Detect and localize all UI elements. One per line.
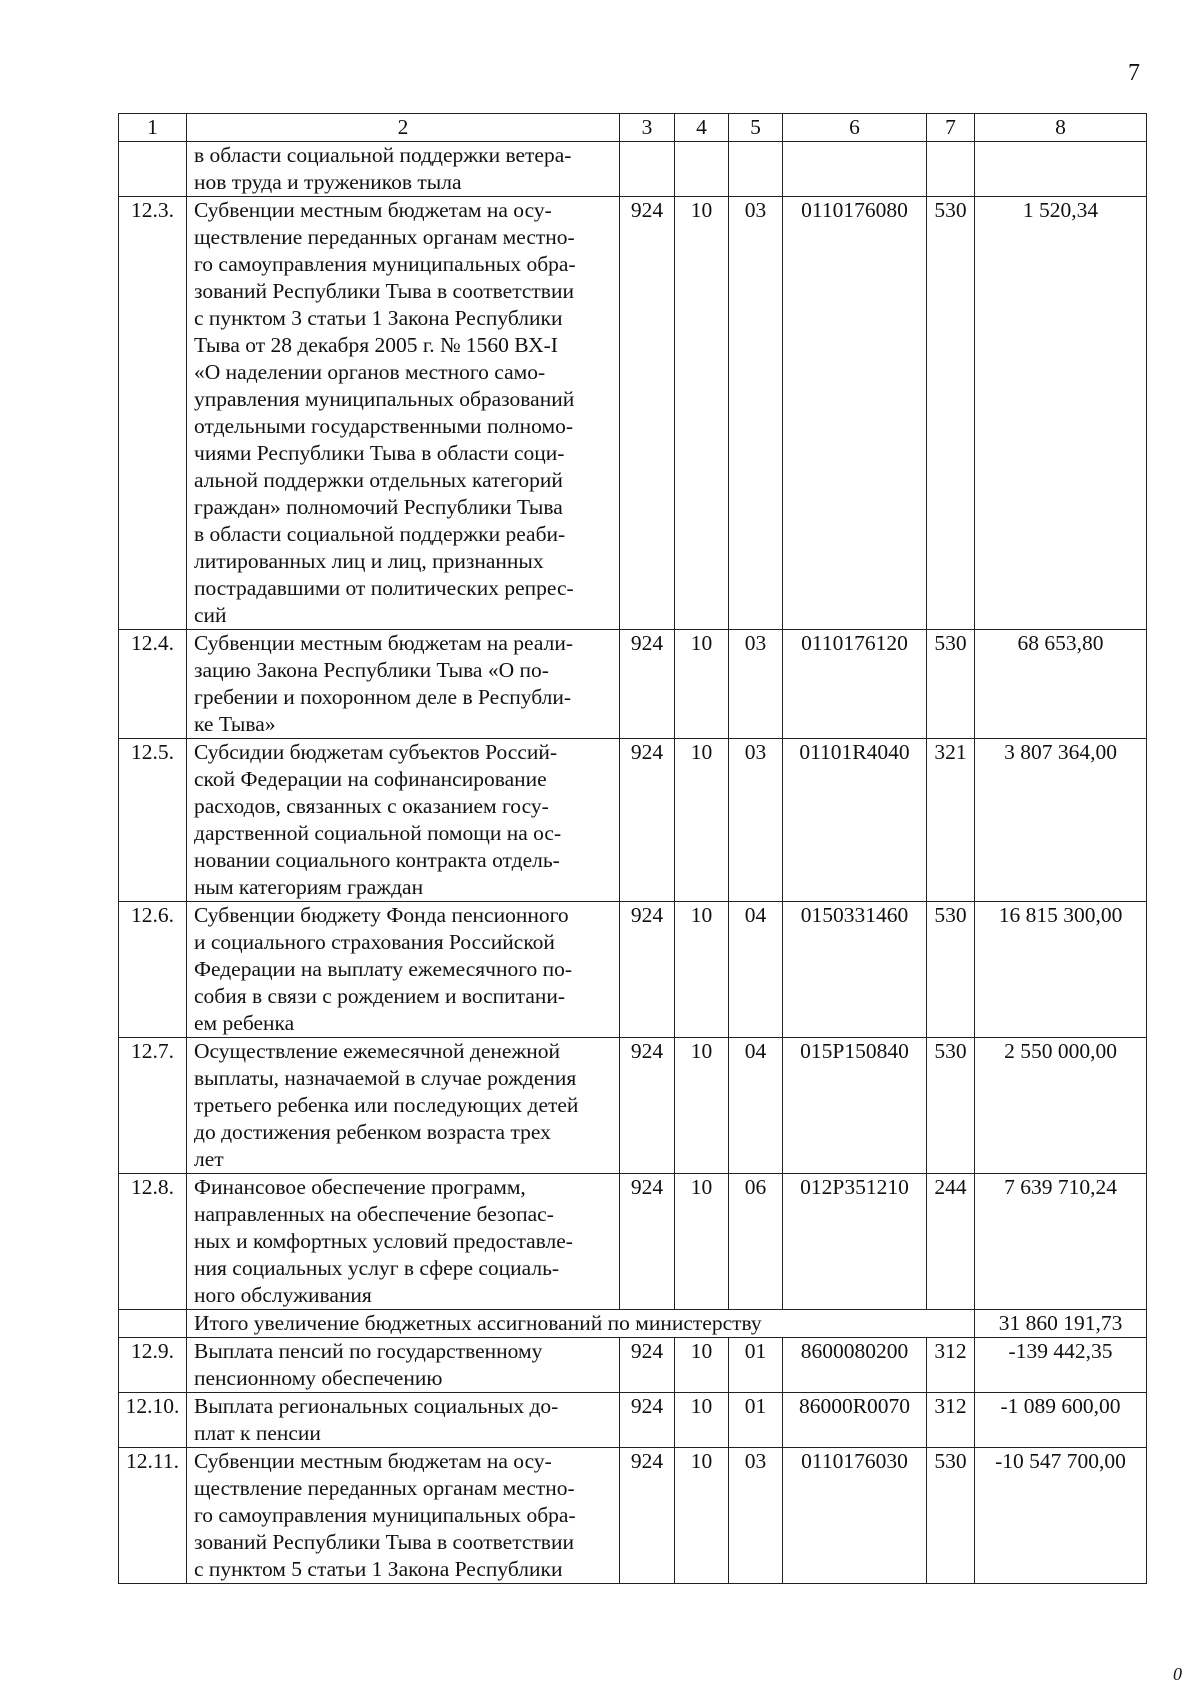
row-description [187, 142, 620, 197]
description-line: го самоуправления муниципальных обра- [194, 1503, 576, 1527]
row-description [187, 630, 620, 739]
column-header: 5 [729, 114, 783, 142]
expense-type-cell [927, 142, 975, 197]
description-line: до достижения ребенком возраста трех [194, 1120, 551, 1144]
description-line: с пунктом 3 статьи 1 Закона Республики [194, 306, 563, 330]
row-number-cell: 12.7. [119, 1038, 187, 1174]
description-line: ем ребенка [194, 1011, 295, 1035]
subsection-code-cell: 01 [729, 1393, 783, 1448]
description-line: Субвенции бюджету Фонда пенсионного [194, 903, 569, 927]
row-number-cell: 12.11. [119, 1448, 187, 1584]
description-line: сий [194, 603, 227, 627]
subsection-code-cell: 03 [729, 197, 783, 630]
section-code-cell: 10 [675, 1393, 729, 1448]
description-line: альной поддержки отдельных категорий [194, 468, 563, 492]
table-row [119, 902, 1147, 1038]
expense-type-cell: 530 [927, 1448, 975, 1584]
subsection-code-cell: 04 [729, 902, 783, 1038]
section-code-cell: 10 [675, 1038, 729, 1174]
description-line: дарственной социальной помощи на ос- [194, 821, 562, 845]
expense-type-cell: 530 [927, 1038, 975, 1174]
description-line: ным категориям граждан [194, 875, 424, 899]
subsection-code-cell: 03 [729, 739, 783, 902]
section-code-cell: 10 [675, 1338, 729, 1393]
column-header: 6 [783, 114, 927, 142]
amount-cell: 1 520,34 [975, 197, 1147, 630]
description-line: зований Республики Тыва в соответствии [194, 1530, 574, 1554]
description-line: Выплата пенсий по государственному [194, 1339, 543, 1363]
description-line: плат к пенсии [194, 1421, 321, 1445]
description-line: Выплата региональных социальных до- [194, 1394, 559, 1418]
description-line: гребении и похоронном деле в Республи- [194, 685, 572, 709]
description-line: ществление переданных органам местно- [194, 1476, 575, 1500]
description-line: чиями Республики Тыва в области соци- [194, 441, 565, 465]
subsection-code-cell: 03 [729, 1448, 783, 1584]
amount-cell: -139 442,35 [975, 1338, 1147, 1393]
ministry-code-cell: 924 [620, 1338, 675, 1393]
description-line: ке Тыва» [194, 712, 276, 736]
row-description [187, 1448, 620, 1584]
description-line: пострадавшими от политических репрес- [194, 576, 574, 600]
ministry-code-cell: 924 [620, 630, 675, 739]
row-description [187, 1038, 620, 1174]
description-line: Осуществление ежемесячной денежной [194, 1039, 561, 1063]
subsection-code-cell: 06 [729, 1174, 783, 1310]
row-description [187, 902, 620, 1038]
target-code-cell: 015P150840 [783, 1038, 927, 1174]
row-number-cell: 12.5. [119, 739, 187, 902]
corner-mark: 0 [1173, 1664, 1182, 1684]
row-number-cell [119, 142, 187, 197]
total-label: Итого увеличение бюджетных ассигнований по министерству [187, 1310, 975, 1338]
section-code-cell: 10 [675, 902, 729, 1038]
row-description [187, 197, 620, 630]
description-line: ществление переданных органам местно- [194, 225, 575, 249]
ministry-code-cell: 924 [620, 902, 675, 1038]
table-row [119, 197, 1147, 630]
column-header: 8 [975, 114, 1147, 142]
description-line: управления муниципальных образований [194, 387, 575, 411]
description-line: лет [194, 1147, 224, 1171]
description-line: нов труда и тружеников тыла [194, 170, 462, 194]
subsection-code-cell: 03 [729, 630, 783, 739]
target-code-cell: 01101R4040 [783, 739, 927, 902]
row-description [187, 739, 620, 902]
description-line: Субвенции местным бюджетам на реали- [194, 631, 573, 655]
target-code-cell: 0150331460 [783, 902, 927, 1038]
subsection-code-cell: 04 [729, 1038, 783, 1174]
row-number-cell: 12.9. [119, 1338, 187, 1393]
description-line: собия в связи с рождением и воспитани- [194, 984, 566, 1008]
description-line: ской Федерации на софинансирование [194, 767, 547, 791]
description-line: Финансовое обеспечение программ, [194, 1175, 526, 1199]
table-body [119, 114, 1147, 1584]
table-row [119, 1038, 1147, 1174]
amount-cell: -1 089 600,00 [975, 1393, 1147, 1448]
description-line: пенсионному обеспечению [194, 1366, 443, 1390]
table-row [119, 1448, 1147, 1584]
description-line: го самоуправления муниципальных обра- [194, 252, 576, 276]
description-line: и социального страхования Российской [194, 930, 555, 954]
column-header: 1 [119, 114, 187, 142]
subsection-code-cell [729, 142, 783, 197]
description-line: ного обслуживания [194, 1283, 372, 1307]
target-code-cell: 0110176030 [783, 1448, 927, 1584]
amount-cell: 7 639 710,24 [975, 1174, 1147, 1310]
target-code-cell: 86000R0070 [783, 1393, 927, 1448]
ministry-code-cell: 924 [620, 1393, 675, 1448]
row-description [187, 1174, 620, 1310]
total-row [119, 1310, 1147, 1338]
description-line: Субвенции местным бюджетам на осу- [194, 198, 552, 222]
ministry-code-cell: 924 [620, 197, 675, 630]
table-row [119, 142, 1147, 197]
column-header: 3 [620, 114, 675, 142]
ministry-code-cell: 924 [620, 739, 675, 902]
description-line: в области социальной поддержки ветера- [194, 143, 572, 167]
expense-type-cell: 321 [927, 739, 975, 902]
total-amount: 31 860 191,73 [975, 1310, 1147, 1338]
table-row [119, 739, 1147, 902]
target-code-cell: 8600080200 [783, 1338, 927, 1393]
description-line: Субвенции местным бюджетам на осу- [194, 1449, 552, 1473]
column-header: 2 [187, 114, 620, 142]
table-row [119, 1393, 1147, 1448]
row-description [187, 1393, 620, 1448]
ministry-code-cell: 924 [620, 1448, 675, 1584]
description-line: ных и комфортных условий предоставле- [194, 1229, 573, 1253]
ministry-code-cell: 924 [620, 1174, 675, 1310]
description-line: расходов, связанных с оказанием госу- [194, 794, 549, 818]
description-line: направленных на обеспечение безопас- [194, 1202, 554, 1226]
ministry-code-cell [620, 142, 675, 197]
expense-type-cell: 244 [927, 1174, 975, 1310]
description-line: с пунктом 5 статьи 1 Закона Республики [194, 1557, 563, 1581]
target-code-cell: 012P351210 [783, 1174, 927, 1310]
table-row [119, 630, 1147, 739]
row-number-cell: 12.10. [119, 1393, 187, 1448]
target-code-cell [783, 142, 927, 197]
section-code-cell: 10 [675, 197, 729, 630]
description-line: Субсидии бюджетам субъектов Россий- [194, 740, 558, 764]
section-code-cell [675, 142, 729, 197]
table-row [119, 1338, 1147, 1393]
description-line: в области социальной поддержки реаби- [194, 522, 566, 546]
description-line: Федерации на выплату ежемесячного по- [194, 957, 573, 981]
table-row [119, 1174, 1147, 1310]
row-number-cell: 12.3. [119, 197, 187, 630]
column-header: 7 [927, 114, 975, 142]
description-line: отдельными государственными полномо- [194, 414, 574, 438]
description-line: зований Республики Тыва в соответствии [194, 279, 574, 303]
budget-table [118, 113, 1147, 1584]
amount-cell: 68 653,80 [975, 630, 1147, 739]
description-line: третьего ребенка или последующих детей [194, 1093, 579, 1117]
table-header-row [119, 114, 1147, 142]
section-code-cell: 10 [675, 1448, 729, 1584]
description-line: зацию Закона Республики Тыва «О по- [194, 658, 549, 682]
amount-cell: -10 547 700,00 [975, 1448, 1147, 1584]
description-line: граждан» полномочий Республики Тыва [194, 495, 563, 519]
amount-cell [975, 142, 1147, 197]
row-number-cell: 12.4. [119, 630, 187, 739]
section-code-cell: 10 [675, 1174, 729, 1310]
expense-type-cell: 312 [927, 1338, 975, 1393]
expense-type-cell: 530 [927, 902, 975, 1038]
row-number-cell [119, 1310, 187, 1338]
ministry-code-cell: 924 [620, 1038, 675, 1174]
description-line: выплаты, назначаемой в случае рождения [194, 1066, 577, 1090]
target-code-cell: 0110176120 [783, 630, 927, 739]
expense-type-cell: 530 [927, 630, 975, 739]
section-code-cell: 10 [675, 739, 729, 902]
description-line: литированных лиц и лиц, признанных [194, 549, 544, 573]
subsection-code-cell: 01 [729, 1338, 783, 1393]
description-line: «О наделении органов местного само- [194, 360, 546, 384]
section-code-cell: 10 [675, 630, 729, 739]
description-line: ния социальных услуг в сфере социаль- [194, 1256, 560, 1280]
amount-cell: 2 550 000,00 [975, 1038, 1147, 1174]
row-description [187, 1338, 620, 1393]
row-number-cell: 12.6. [119, 902, 187, 1038]
expense-type-cell: 530 [927, 197, 975, 630]
description-line: новании социального контракта отдель- [194, 848, 560, 872]
description-line: Тыва от 28 декабря 2005 г. № 1560 ВХ-I [194, 333, 558, 357]
expense-type-cell: 312 [927, 1393, 975, 1448]
column-header: 4 [675, 114, 729, 142]
target-code-cell: 0110176080 [783, 197, 927, 630]
page-number: 7 [1128, 60, 1140, 86]
amount-cell: 3 807 364,00 [975, 739, 1147, 902]
amount-cell: 16 815 300,00 [975, 902, 1147, 1038]
row-number-cell: 12.8. [119, 1174, 187, 1310]
